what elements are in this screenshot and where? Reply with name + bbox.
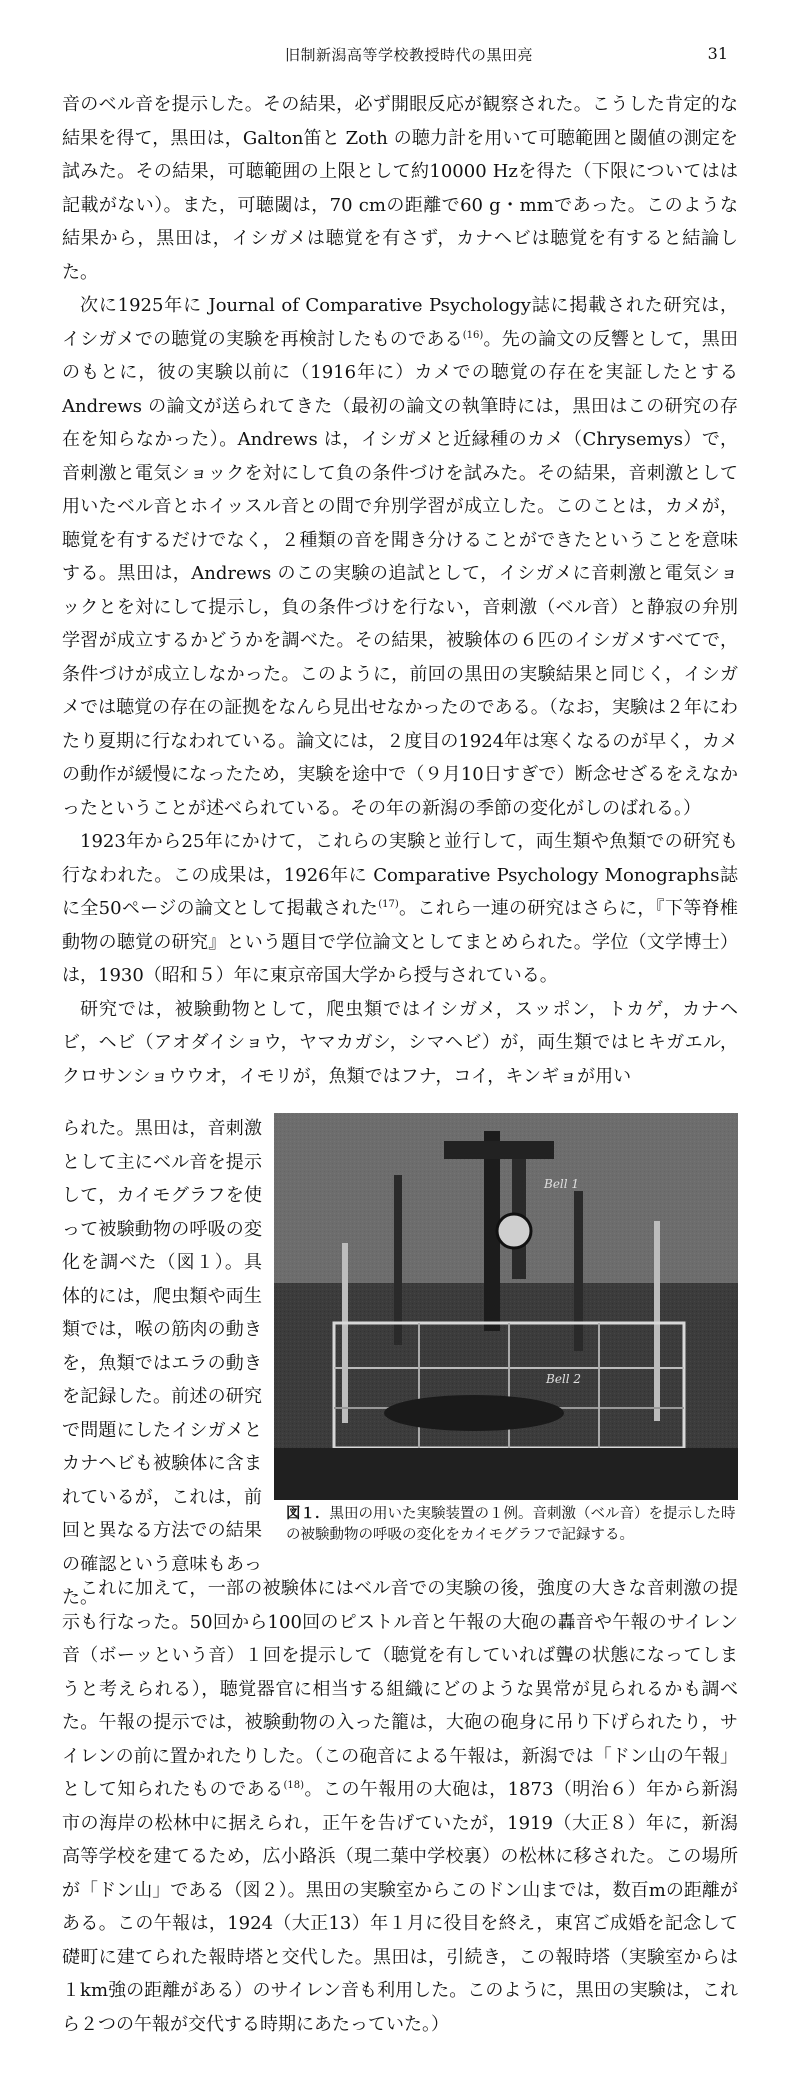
running-title: 旧制新潟高等学校教授時代の黒田亮: [285, 46, 534, 64]
body-text-bottom: [62, 1572, 738, 2041]
apparatus-photo-illustration: [274, 1113, 738, 1500]
body-text-top: [62, 88, 738, 1093]
paragraph-5: られた。黒田は，音刺激として主にベル音を提示して，カイモグラフを使って被験動物の呼吸の変化を調べた（図１）。具体的には，爬虫類や両生類では，喉の筋肉の動きを，魚類ではエラの動きを記録した。前述の研究で問題にしたイシガメとカナヘビも被験体に含まれているが，これは，前回と異なる方法での結果の確認という意味もあった。: [62, 1118, 262, 1608]
photo-label-bell-1: Bell 1: [544, 1177, 580, 1191]
footnote-ref-18: (18): [283, 1780, 305, 1791]
footnote-ref-16: (16): [462, 329, 484, 341]
paragraph-4: 研究では，被験動物として，爬虫類ではイシガメ，スッポン，トカゲ，カナヘビ，ヘビ（アオダイショウ，ヤマカガシ，シマヘビ）が，両生類ではヒキガエル，クロサンショウウオ，イモリが，魚類ではフナ，コイ，キンギョが用い: [62, 998, 738, 1087]
paragraph-3: [62, 825, 738, 993]
body-text-beside-figure: [62, 1112, 262, 1615]
page-number: 31: [707, 44, 728, 63]
photo-label-bell-2: Bell 2: [546, 1372, 582, 1386]
paragraph-6-text-b: 。この午報用の大砲は，1873（明治６）年から新潟市の海岸の松林中に据えられ，正午を告げていたが，1919（大正８）年に，新潟高等学校を建てるため，広小路浜（現二葉中学校裏）の松林に移された。この場所が「ドン山」である（図２）。黒田の実験室からこのドン山までは，数百mの距離がある。この午報は，1924（大正13）年１月に役目を終え，東宮ご成婚を記念して礎町に建てられた報時塔と交代した。黒田は，引続き，この報時塔（実験室からは１km強の距離がある）のサイレン音も利用した。このように，黒田の実験は，これら２つの午報が交代する時期にあたっていた。）: [62, 1779, 738, 2035]
figure-1-caption: [286, 1503, 738, 1546]
figure-1-caption-text: 黒田の用いた実験装置の１例。音刺激（ベル音）を提示した時の被験動物の呼吸の変化をカイモグラフで記録する。: [286, 1506, 736, 1543]
paragraph-3-text-a: 1923年から25年にかけて，これらの実験と並行して，両生類や魚類での研究も行なわれた。この成果は，1926年に Comparative Psychology Monographs誌に全50ページの論文として掲載された: [62, 831, 738, 919]
paragraph-6: [62, 1572, 738, 2041]
paragraph-2: [62, 289, 738, 825]
paragraph-6-text-a: これに加えて，一部の被験体にはベル音での実験の後，強度の大きな音刺激の提示も行なった。50回から100回のピストル音と午報の大砲の轟音や午報のサイレン音（ボーッという音）１回を提示して（聴覚を有していれば聾の状態になってしまうと考えられる），聴覚器官に相当する組織にどのような異常が見られるかも調べた。午報の提示では，被験動物の入った籠は，大砲の砲身に吊り下げられたり，サイレンの前に置かれたりした。（この砲音による午報は，新潟では「ドン山の午報」として知られたものである: [62, 1578, 738, 1800]
footnote-ref-17: (17): [378, 899, 399, 910]
paragraph-2-text-a: 次に1925年に Journal of Comparative Psychology誌に掲載された研究は，イシガメでの聴覚の実験を再検討したものである: [62, 295, 738, 350]
figure-1-label: 図１．: [286, 1505, 330, 1522]
figure-1-photo: [274, 1113, 738, 1500]
paragraph-3-text-b: 。これら一連の研究はさらに，『下等脊椎動物の聴覚の研究』という題目で学位論文としてまとめられた。学位（文学博士）は，1930（昭和５）年に東京帝国大学から授与されている。: [62, 898, 739, 986]
paragraph-1: 音のベル音を提示した。その結果，必ず開眼反応が観察された。こうした肯定的な結果を得て，黒田は，Galton笛と Zoth の聴力計を用いて可聴範囲と閾値の測定を試みた。その結果，可聴範囲の上限として約10000 Hzを得た（下限についてはは記載がない）。また，可聴閾は，70 cmの距離で60 g・mmであった。このような結果から，黒田は，イシガメは聴覚を有さず，カナヘビは聴覚を有すると結論した。: [62, 94, 738, 283]
paragraph-2-text-b: 。先の論文の反響として，黒田のもとに，彼の実験以前に（1916年に）カメでの聴覚の存在を実証したとする Andrews の論文が送られてきた（最初の論文の執筆時には，黒田はこの研究の存在を知らなかった）。Andrews は，イシガメと近縁種のカメ（Chrysemys）で，音刺激と電気ショックを対にして負の条件づけを試みた。その結果，音刺激として用いたベル音とホイッスル音との間で弁別学習が成立した。このことは，カメが，聴覚を有するだけでなく，２種類の音を聞き分けることができたということを意味する。黒田は，Andrews のこの実験の追試として，イシガメに音刺激と電気ショックとを対にして提示し，負の条件づけを行ない，音刺激（ベル音）と静寂の弁別学習が成立するかどうかを調べた。その結果，被験体の６匹のイシガメすべてで，条件づけが成立しなかった。このように，前回の黒田の実験結果と同じく，イシガメでは聴覚の存在の証拠をなんら見出せなかったのである。（なお，実験は２年にわたり夏期に行なわれている。論文には，２度目の1924年は寒くなるのが早く，カメの動作が緩慢になったため，実験を途中で（９月10日すぎで）断念せざるをえなかったということが述べられている。その年の新潟の季節の変化がしのばれる。）: [62, 328, 738, 819]
